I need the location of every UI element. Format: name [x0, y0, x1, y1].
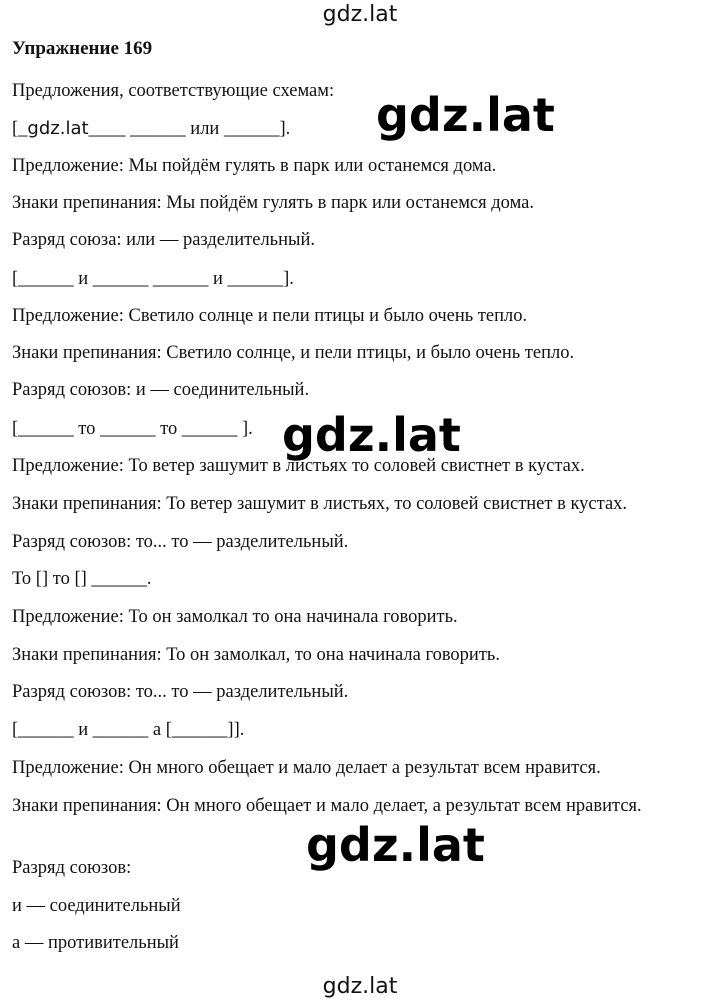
sentence-3: Предложение: То ветер зашумит в листьях то соловей свистнет в кустах. [12, 456, 585, 476]
scheme-1 [12, 118, 290, 140]
sentence-4: Предложение: То он замолкал то она начинала говорить. [12, 607, 458, 627]
scheme-2: [______ и ______ ______ и ______]. [12, 269, 294, 289]
inline-watermark: gdz.lat [27, 118, 89, 139]
punctuation-3: Знаки препинания: То ветер зашумит в листьях, то соловей свистнет в кустах. [12, 494, 628, 514]
conj-item-2: а — противительный [12, 933, 179, 953]
conj-type-4: Разряд союзов: то... то — разделительный. [12, 682, 349, 702]
conj-type-5: Разряд союзов: [12, 858, 132, 878]
scheme-4: То [] то [] ______. [12, 569, 152, 589]
watermark-logo: gdz.lat [306, 818, 485, 872]
sentence-2: Предложение: Светило солнце и пели птицы и было очень тепло. [12, 306, 528, 326]
conj-type-2: Разряд союзов: и — соединительный. [12, 380, 310, 400]
site-watermark-top: gdz.lat [322, 2, 398, 27]
intro-text: Предложения, соответствующие схемам: [12, 81, 335, 101]
scheme-1-start: [_ [12, 119, 28, 139]
scheme-1-end: ____ ______ или ______]. [88, 119, 291, 139]
punctuation-5: Знаки препинания: Он много обещает и мало делает, а результат всем нравится. [12, 796, 642, 816]
punctuation-2: Знаки препинания: Светило солнце, и пели птицы, и было очень тепло. [12, 343, 575, 363]
conj-type-3: Разряд союзов: то... то — разделительный. [12, 532, 349, 552]
scheme-3: [______ то ______ то ______ ]. [12, 419, 253, 439]
site-watermark-bottom: gdz.lat [322, 974, 398, 999]
exercise-title: Упражнение 169 [12, 38, 153, 59]
watermark-logo: gdz.lat [376, 88, 555, 142]
punctuation-1: Знаки препинания: Мы пойдём гулять в парк или останемся дома. [12, 193, 534, 213]
conj-item-1: и — соединительный [12, 896, 181, 916]
watermark-logo: gdz.lat [282, 408, 461, 462]
conj-type-1: Разряд союза: или — разделительный. [12, 230, 315, 250]
sentence-5: Предложение: Он много обещает и мало делает а результат всем нравится. [12, 758, 601, 778]
scheme-5: [______ и ______ а [______]]. [12, 720, 245, 740]
punctuation-4: Знаки препинания: То он замолкал, то она начинала говорить. [12, 645, 500, 665]
sentence-1: Предложение: Мы пойдём гулять в парк или останемся дома. [12, 156, 497, 176]
